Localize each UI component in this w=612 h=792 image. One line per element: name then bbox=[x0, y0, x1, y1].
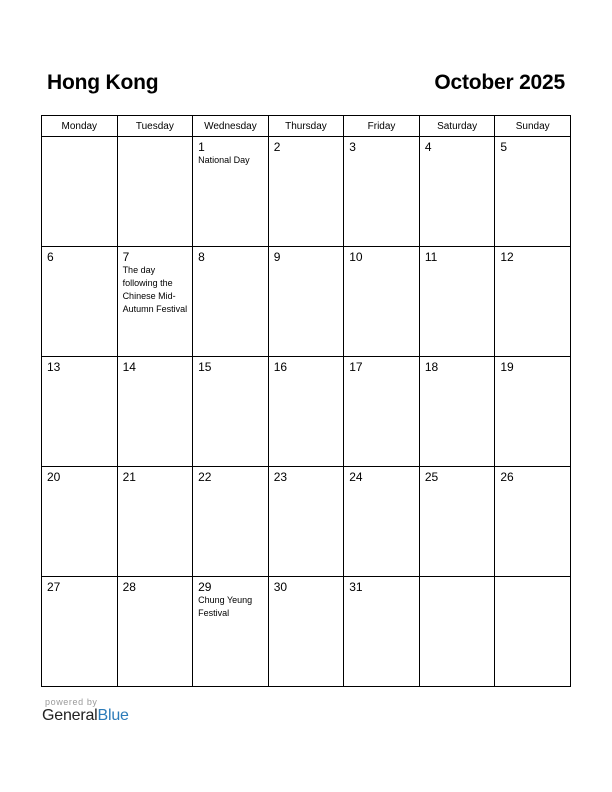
footer-branding bbox=[42, 697, 129, 725]
day-cell bbox=[344, 247, 420, 357]
day-number: 26 bbox=[500, 470, 514, 484]
day-number: 8 bbox=[198, 250, 205, 264]
day-cell bbox=[344, 137, 420, 247]
day-number: 16 bbox=[273, 360, 288, 374]
day-cell bbox=[117, 357, 193, 467]
day-number: 25 bbox=[424, 470, 439, 484]
day-cell bbox=[268, 467, 344, 577]
day-cell bbox=[193, 247, 269, 357]
day-number: 4 bbox=[424, 140, 432, 154]
day-cell bbox=[495, 577, 571, 687]
day-number: 24 bbox=[349, 470, 363, 484]
weekday-header: Sunday bbox=[495, 116, 571, 137]
day-cell bbox=[42, 247, 118, 357]
weekday-header: Tuesday bbox=[117, 116, 193, 137]
day-cell bbox=[344, 577, 420, 687]
month-title: October 2025 bbox=[434, 71, 565, 94]
weekday-header: Thursday bbox=[268, 116, 344, 137]
weekday-header: Monday bbox=[42, 116, 118, 137]
day-number: 18 bbox=[424, 360, 439, 374]
day-number: 1 bbox=[198, 140, 205, 154]
week-row bbox=[42, 247, 571, 357]
day-number: 14 bbox=[122, 360, 136, 374]
day-cell bbox=[42, 137, 118, 247]
day-number: 31 bbox=[349, 580, 363, 594]
day-cell bbox=[268, 137, 344, 247]
day-cell bbox=[419, 137, 495, 247]
day-cell bbox=[193, 577, 269, 687]
day-number: 21 bbox=[122, 470, 136, 484]
day-number: 6 bbox=[47, 250, 54, 264]
day-number: 23 bbox=[273, 470, 288, 484]
day-number: 22 bbox=[198, 470, 212, 484]
day-cell bbox=[193, 467, 269, 577]
day-cell bbox=[117, 247, 193, 357]
day-number: 27 bbox=[47, 580, 61, 594]
day-cell bbox=[495, 467, 571, 577]
day-cell bbox=[419, 357, 495, 467]
day-number: 12 bbox=[500, 250, 514, 264]
day-cell bbox=[344, 357, 420, 467]
day-number: 7 bbox=[122, 250, 130, 264]
day-cell bbox=[117, 577, 193, 687]
weekday-header-row bbox=[42, 116, 571, 137]
day-number: 19 bbox=[500, 360, 514, 374]
holiday-label: The day following the Chinese Mid-Autumn Festival bbox=[122, 265, 188, 314]
day-number: 13 bbox=[47, 360, 61, 374]
day-cell bbox=[117, 467, 193, 577]
day-cell bbox=[268, 247, 344, 357]
brand-blue: Blue bbox=[97, 707, 129, 724]
day-cell bbox=[193, 137, 269, 247]
day-cell bbox=[42, 467, 118, 577]
week-row bbox=[42, 137, 571, 247]
day-cell bbox=[495, 357, 571, 467]
day-cell bbox=[495, 247, 571, 357]
day-number: 9 bbox=[273, 250, 281, 264]
powered-by-text: powered by bbox=[45, 697, 98, 707]
calendar-grid bbox=[41, 115, 571, 687]
day-number: 28 bbox=[122, 580, 136, 594]
day-number: 2 bbox=[273, 140, 281, 154]
weekday-header: Wednesday bbox=[193, 116, 269, 137]
brand-logo bbox=[42, 707, 129, 725]
day-number: 11 bbox=[424, 250, 438, 264]
day-number: 29 bbox=[198, 580, 212, 594]
week-row bbox=[42, 467, 571, 577]
day-cell bbox=[42, 357, 118, 467]
brand-general: General bbox=[42, 707, 98, 724]
holiday-label: National Day bbox=[198, 155, 250, 165]
day-cell bbox=[42, 577, 118, 687]
day-cell bbox=[419, 467, 495, 577]
day-cell bbox=[268, 357, 344, 467]
day-number: 5 bbox=[500, 140, 508, 154]
day-number: 17 bbox=[349, 360, 363, 374]
day-cell bbox=[495, 137, 571, 247]
week-row bbox=[42, 577, 571, 687]
day-number: 3 bbox=[349, 140, 356, 154]
day-cell bbox=[419, 577, 495, 687]
holiday-label: Chung Yeung Festival bbox=[198, 595, 253, 618]
day-cell bbox=[193, 357, 269, 467]
day-cell bbox=[117, 137, 193, 247]
region-title: Hong Kong bbox=[47, 71, 159, 94]
day-cell bbox=[419, 247, 495, 357]
day-number: 30 bbox=[273, 580, 288, 594]
day-number: 15 bbox=[198, 360, 212, 374]
day-number: 10 bbox=[349, 250, 363, 264]
day-cell bbox=[268, 577, 344, 687]
weekday-header: Saturday bbox=[419, 116, 495, 137]
weekday-header: Friday bbox=[344, 116, 420, 137]
day-number: 20 bbox=[47, 470, 61, 484]
week-row bbox=[42, 357, 571, 467]
day-cell bbox=[344, 467, 420, 577]
